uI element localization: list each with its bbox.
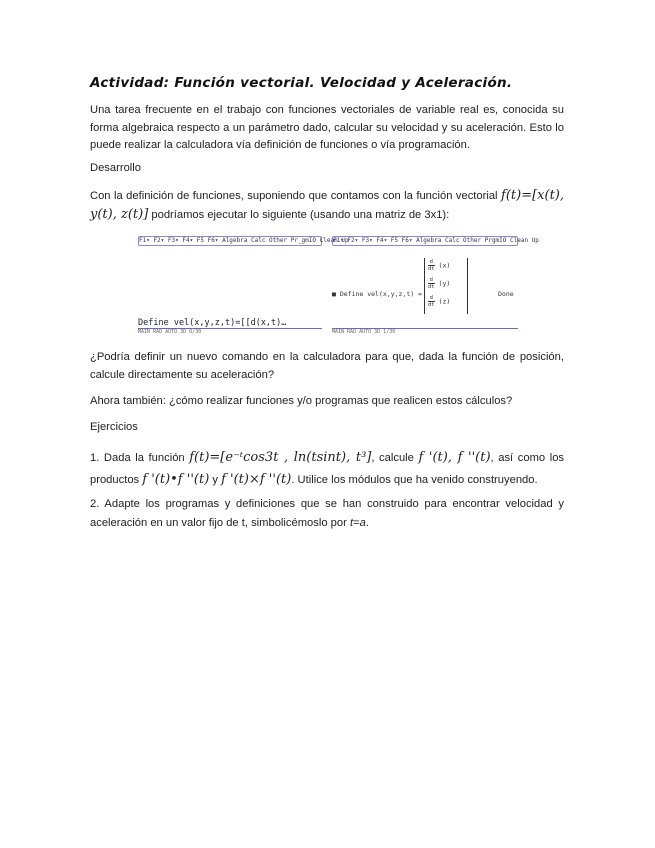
definition-tail: podríamos ejecutar lo siguiente (usando una matriz de 3x1): <box>151 208 450 221</box>
dot-product-formula: f '(t)•f ''(t) <box>142 472 210 487</box>
matrix-fn: (x) <box>438 261 451 270</box>
exercise-1-derivatives: f '(t), f ''(t) <box>418 450 491 465</box>
derivative-num: d <box>429 295 433 301</box>
question-paragraph: ¿Podría definir un nuevo comando en la calculadora para que, dada la función de posición, calcule directamente su aceleración? <box>90 351 564 381</box>
matrix-row-z <box>428 295 464 313</box>
calculator-screen-left <box>138 236 349 335</box>
exercise-1-end: . Utilice los módulos que ha venido construyendo. <box>291 474 538 486</box>
desarrollo-heading: Desarrollo <box>90 162 141 174</box>
velocity-matrix <box>424 258 468 314</box>
exercise-1-tail: , así como los <box>490 452 565 464</box>
matrix-fn: (z) <box>438 297 451 306</box>
exercise-1-lead: 1. Dada la función <box>90 452 185 464</box>
calculator-status-bar: MAIN RAD AUTO 3D 1/30 <box>332 329 396 335</box>
definition-lead: Con la definición de funciones, suponiendo que contamos con la función vectorial <box>90 190 498 202</box>
calculator-entry-line: Define vel(x,y,z,t)=[[d(x,t)… <box>138 319 322 329</box>
exercise-1-mid: , calcule <box>371 452 414 464</box>
calculator-screen-right <box>332 236 539 335</box>
calculator-entry-line <box>332 319 518 329</box>
page-title: Actividad: Función vectorial. Velocidad y Aceleración. <box>90 75 513 91</box>
matrix-row-x <box>428 259 464 277</box>
exercise-2 <box>90 495 564 533</box>
derivative-num: d <box>429 277 433 283</box>
ahora-paragraph: Ahora también: ¿cómo realizar funciones y/o programas que realicen estos cálculos? <box>90 395 513 407</box>
result-done: Done <box>498 290 514 298</box>
derivative-den: dt <box>428 266 435 272</box>
calculator-toolbar: F1▾ F2▾ F3▾ F4▾ F5 F6▾ Algebra Calc Other PrgmIO Clean Up <box>333 237 539 244</box>
derivative-den: dt <box>428 302 435 308</box>
vector-function-formula: f(t)=[x(t), y(t), z(t)] <box>90 188 564 222</box>
exercise-2-end: . <box>365 517 369 529</box>
exercise-1-formula: f(t)=[e⁻ᵗcos3t , ln(tsint), t³] <box>189 450 372 465</box>
exercise-1 <box>90 447 564 491</box>
derivative-num: d <box>429 259 433 265</box>
derivative-den: dt <box>428 284 435 290</box>
matrix-row-y <box>428 277 464 295</box>
calculator-status-bar: MAIN RAD AUTO 3D 0/30 <box>138 329 202 335</box>
matrix-fn: (y) <box>438 279 451 288</box>
exercise-2-var: t=a <box>349 517 366 529</box>
definition-paragraph <box>90 187 564 224</box>
exercise-1-productos: productos <box>90 474 140 486</box>
history-command: ■ Define vel(x,y,z,t) = <box>332 290 423 298</box>
exercise-1-y: y <box>212 474 218 486</box>
cross-product-formula: f '(t)×f ''(t) <box>221 472 292 487</box>
ejercicios-heading: Ejercicios <box>90 421 138 433</box>
intro-paragraph: Una tarea frecuente en el trabajo con funciones vectoriales de variable real es, conocida su forma algebraica respecto a un parámetro dado, calcular su velocidad y su aceleración. Esto lo puede realizar la calculadora vía definición de funciones o vía programación. <box>90 104 564 151</box>
calculator-toolbar: F1▾ F2▾ F3▾ F4▾ F5 F6▾ Algebra Calc Other Pr̲gmIO Clean Up <box>139 237 349 244</box>
exercise-2-text: 2. Adapte los programas y definiciones que se han construido para encontrar velocidad y aceleración en un valor fijo de t, simbolicémoslo por <box>90 498 564 529</box>
